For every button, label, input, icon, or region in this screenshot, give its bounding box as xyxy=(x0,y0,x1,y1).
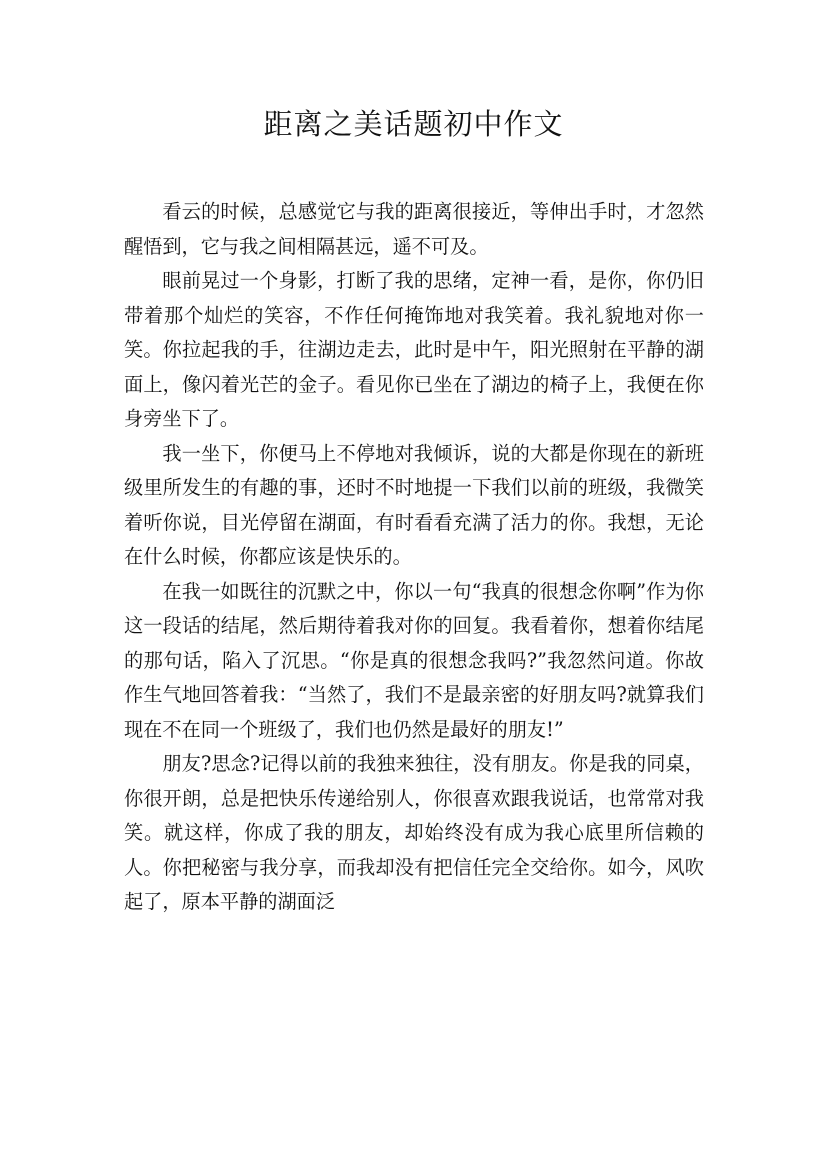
paragraph: 看云的时候，总感觉它与我的距离很接近，等伸出手时，才忽然醒悟到，它与我之间相隔甚远，遥不可及。 xyxy=(124,200,704,258)
document-body xyxy=(124,195,704,920)
paragraph: 我一坐下，你便马上不停地对我倾诉，说的大都是你现在的新班级里所发生的有趣的事，还时不时地提一下我们以前的班级，我微笑着听你说，目光停留在湖面，有时看看充满了活力的你。我想，无论在什么时候，你都应该是快乐的。 xyxy=(124,441,704,568)
paragraph: 眼前晃过一个身影，打断了我的思绪，定神一看，是你，你仍旧带着那个灿烂的笑容，不作任何掩饰地对我笑着。我礼貌地对你一笑。你拉起我的手，往湖边走去，此时是中午，阳光照射在平静的湖面上，像闪着光芒的金子。看见你已坐在了湖边的椅子上，我便在你身旁坐下了。 xyxy=(124,269,704,430)
document-title: 距离之美话题初中作文 xyxy=(263,107,564,141)
paragraph: 在我一如既往的沉默之中，你以一句“我真的很想念你啊”作为你这一段话的结尾，然后期待着我对你的回复。我看着你，想着你结尾的那句话，陷入了沉思。“你是真的很想念我吗?”我忽然问道。你故作生气地回答着我：“当然了，我们不是最亲密的好朋友吗?就算我们现在不在同一个班级了，我们也仍然是最好的朋友!” xyxy=(124,579,704,741)
paragraph: 朋友?思念?记得以前的我独来独往，没有朋友。你是我的同桌，你很开朗，总是把快乐传递给别人，你很喜欢跟我说话，也常常对我笑。就这样，你成了我的朋友，却始终没有成为我心底里所信赖的人。你把秘密与我分享，而我却没有把信任完全交给你。如今，风吹起了，原本平静的湖面泛 xyxy=(124,752,704,913)
